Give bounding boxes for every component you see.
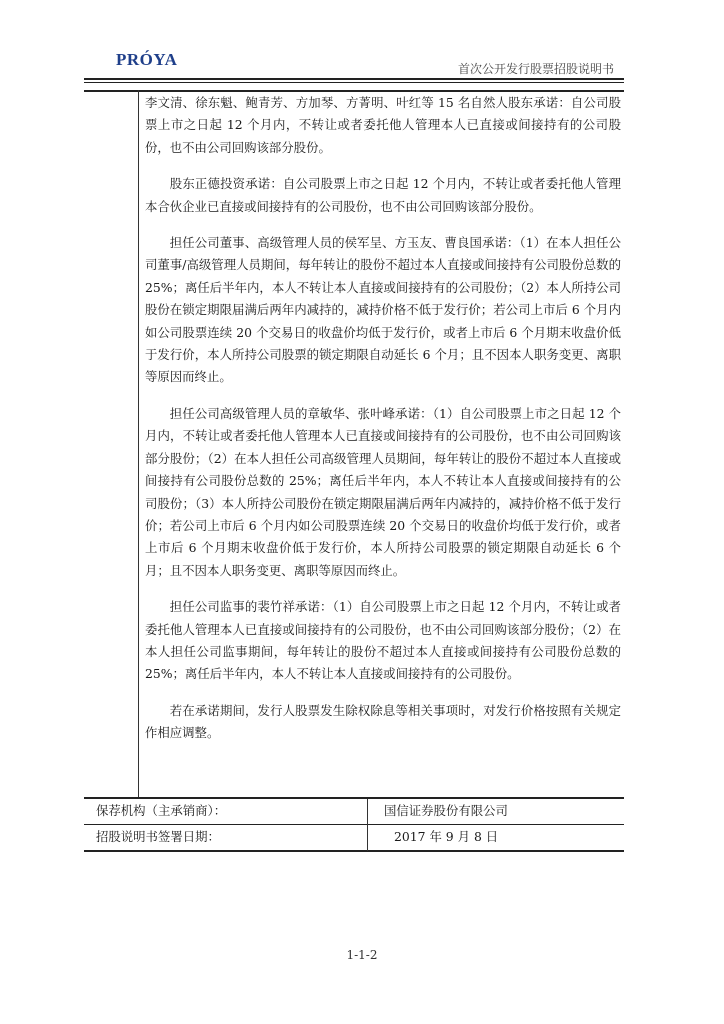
signing-date-label: 招股说明书签署日期： <box>96 829 220 844</box>
table-left-column-border <box>138 90 139 798</box>
sponsor-label: 保荐机构（主承销商）： <box>96 803 227 818</box>
paragraph-natural-person-shareholders: 李文清、徐东魁、鲍青芳、方加琴、方菁明、叶红等 15 名自然人股东承诺：自公司股票上市之日起 12 个月内，不转让或者委托他人管理本人已直接或间接持有的公司股份，也不由公司回购该部分股份。 <box>145 95 621 155</box>
paragraph-supervisor-commitment: 担任公司监事的裴竹祥承诺：（1）自公司股票上市之日起 12 个月内，不转让或者委托他人管理本人已直接或间接持有的公司股份，也不由公司回购该部分股份；（2）在本人担任公司监事期间，每年转让的股份不超过本人直接或间接持有公司股份总数的 25%；离任后半年内，本人不转让本人直接或间接持有的公司股份。 <box>145 599 621 682</box>
document-title: 首次公开发行股票招股说明书 <box>457 62 614 76</box>
paragraph-price-adjustment: 若在承诺期间，发行人股票发生除权除息等相关事项时，对发行价格按照有关规定作相应调整。 <box>145 702 621 741</box>
paragraph-zhengde-investment: 股东正德投资承诺：自公司股票上市之日起 12 个月内，不转让或者委托他人管理本合伙企业已直接或间接持有的公司股份，也不由公司回购该部分股份。 <box>145 176 621 214</box>
info-table-top-border <box>84 797 624 799</box>
info-table-column-divider <box>367 799 368 851</box>
header-divider-thin <box>84 82 624 83</box>
header-divider <box>84 78 624 80</box>
page-number: 1-1-2 <box>346 948 378 962</box>
signing-date-value: 2017 年 9 月 8 日 <box>394 829 499 844</box>
commitment-text-block <box>145 92 621 759</box>
company-logo: PRÓYA <box>116 50 178 69</box>
paragraph-directors-commitment: 担任公司董事、高级管理人员的侯军呈、方玉友、曹良国承诺：（1）在本人担任公司董事/高级管理人员期间，每年转让的股份不超过本人直接或间接持有公司股份总数的 25%；离任后半年内，本人不转让本人直接或间接持有的公司股份；（2）本人所持公司股份在锁定期限届满后两年内减持的，减持价格不低于发行价；若公司上市后 6 个月内如公司股票连续 20 个交易日的收盘价均低于发行价，或者上市后 6 个月期末收盘价低于发行价，本人所持公司股票的锁定期限自动延长 6 个月；且不因本人职务变更、离职等原因而终止。 <box>145 235 621 385</box>
sponsor-value: 国信证券股份有限公司 <box>384 803 508 818</box>
paragraph-senior-management-commitment: 担任公司高级管理人员的章敏华、张叶峰承诺：（1）自公司股票上市之日起 12 个月内，不转让或者委托他人管理本人已直接或间接持有的公司股份，也不由公司回购该部分股份；（2）在本人担任公司高级管理人员期间，每年转让的股份不超过本人直接或间接持有公司股份总数的 25%；离任后半年内，本人不转让本人直接或间接持有的公司股份；（3）本人所持公司股份在锁定期限届满后两年内减持的，减持价格不低于发行价；若公司上市后 6 个月内如公司股票连续 20 个交易日的收盘价均低于发行价，或者上市后 6 个月期末收盘价低于发行价，本人所持公司股票的锁定期限自动延长 6 个月；且不因本人职务变更、离职等原因而终止。 <box>145 405 621 578</box>
info-table-bottom-border <box>84 850 624 852</box>
info-table-row-divider <box>84 824 624 825</box>
sponsor-row <box>84 800 624 822</box>
signing-date-row <box>84 826 624 848</box>
